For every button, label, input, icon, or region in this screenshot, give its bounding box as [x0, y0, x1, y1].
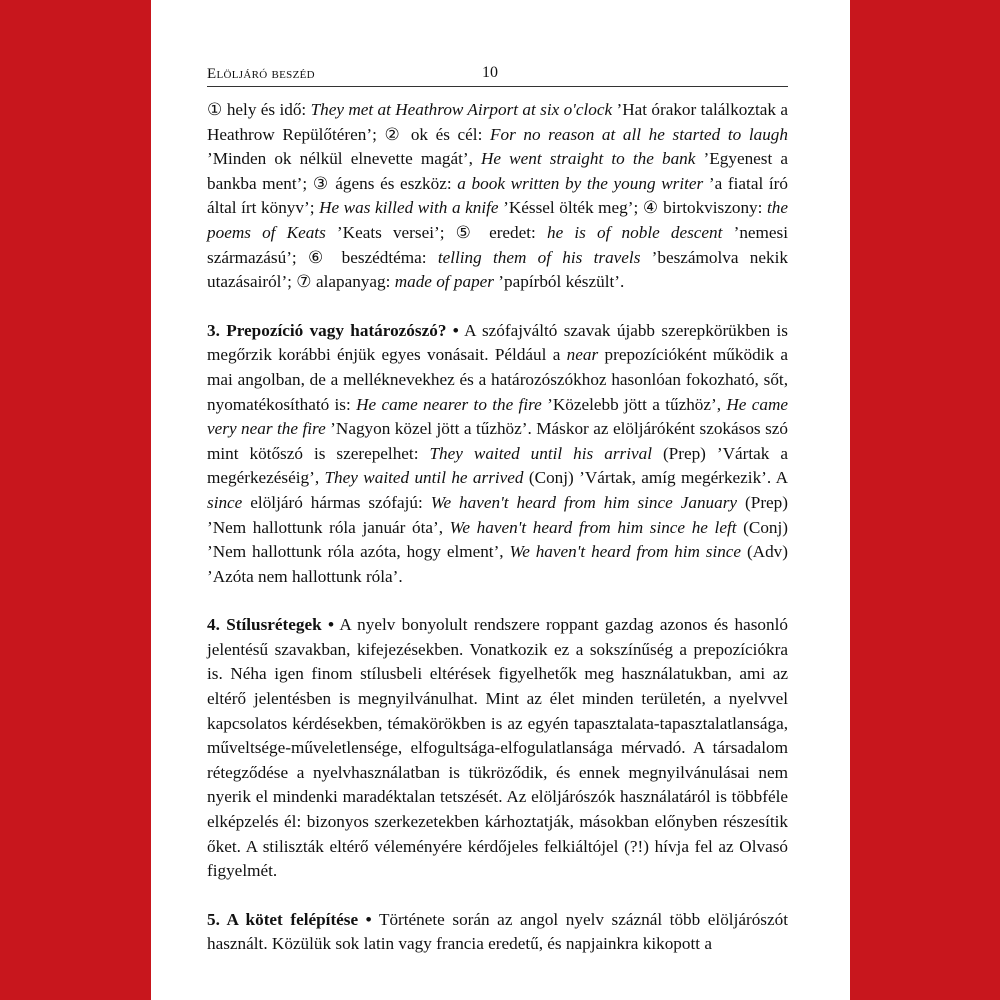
- example-sentence: the poems of Keats: [207, 198, 788, 242]
- text-run: A nyelv bonyolult rendszere roppant gazdag azonos és hasonló jelentésű szavakban, kifejezésekben. Vonatkozik ez a sokszínűség a prepozíciókra is. Néha igen finom stílusbeli eltérések figyelhetők meg használatukban, ami az eltérő jelentésben is megnyilvánulhat. Mint az élet minden területén, a nyelvvel kapcsolatos kérdésekben, témakörökben is az egyén tapasztalata-tapasztalatlansága, műveltsége-műveletlensége, elfogultsága-elfogulatlansága mérvadó. A társadalom rétegződése a nyelvhasználatban is tükröződik, és ennek megnyilvánulásai nem nyerik el mindenki maradéktalan tetszését. Az elöljárószók használatáról is többféle elképzelés él: bizonyos szerkezetekben kárhoztatják, másokban előnyben részesítik őket. A stiliszták eltérő véleményére kérdőjeles felkiáltójel (?!) hívja fel az Olvasó figyelmét.: [207, 615, 788, 881]
- text-run: ’nemesi származású’; ⑥ beszédtéma:: [207, 222, 789, 267]
- paragraph-style-registers: [207, 613, 788, 884]
- text-run: ’beszámolva nekik utazásairól’; ⑦ alapanyag:: [207, 247, 788, 292]
- paragraph-volume-structure: [207, 908, 788, 957]
- book-page: [151, 0, 850, 1000]
- section-heading: 3. Prepozíció vagy határozószó? •: [207, 320, 459, 340]
- paragraph-preposition-or-adverb: [207, 319, 788, 590]
- text-run: ’Hat órakor találkoztak a Heathrow Repülőtéren’; ② ok és cél:: [207, 100, 788, 144]
- text-run: A szófajváltó szavak újabb szerepkörükben is megőrzik korábbi énjük egyes vonásait. Például a: [207, 320, 788, 365]
- text-run: elöljáró hármas szófajú:: [242, 492, 431, 512]
- page-number: 10: [482, 64, 498, 81]
- example-sentence: He went straight to the bank: [481, 149, 696, 169]
- text-run: ’papírból készült’.: [493, 272, 625, 292]
- example-sentence: We haven't heard from him since: [509, 542, 742, 562]
- example-word: near: [566, 345, 599, 365]
- text-run: ’Nagyon közel jött a tűzhöz’. Máskor az elöljáróként szokásos szó mint kötőszó is szerepelhet:: [207, 419, 788, 463]
- text-run: (Conj) ’Vártak, amíg megérkezik’. A: [523, 468, 789, 488]
- example-sentence: he is of noble descent: [547, 222, 723, 242]
- example-sentence: They waited until his arrival: [429, 443, 652, 463]
- text-run: ’Keats versei’; ⑤ eredet:: [325, 222, 547, 242]
- example-sentence: telling them of his travels: [437, 247, 641, 267]
- example-sentence: We haven't heard from him since he left: [449, 517, 737, 537]
- text-run: (Prep) ’Nem hallottunk róla január óta’,: [207, 492, 788, 537]
- example-sentence: He came very near the fire: [207, 394, 789, 439]
- section-title: Elöljáró beszéd: [207, 66, 315, 82]
- example-sentence: They waited until he arrived: [324, 468, 524, 488]
- text-run: ’Egyenest a bankba ment’; ③ ágens és eszköz:: [207, 149, 789, 193]
- text-run: ’Közelebb jött a tűzhöz’,: [541, 394, 727, 414]
- text-run: ’Késsel ölték meg’; ④ birtokviszony:: [498, 198, 767, 218]
- text-run: ’Minden ok nélkül elnevette magát’,: [207, 149, 482, 169]
- text-run: Története során az angol nyelv száznál több elöljárószót használt. Közülük sok latin vagy francia eredetű, és napjainkra kikopott a: [207, 909, 788, 954]
- example-word: since: [207, 492, 243, 512]
- example-sentence: For no reason at all he started to laugh: [489, 124, 788, 144]
- example-sentence: We haven't heard from him since January: [430, 492, 738, 512]
- paragraph-prepositional-meanings: [207, 98, 788, 295]
- example-sentence: He came nearer to the fire: [356, 394, 542, 414]
- text-run: (Prep) ’Vártak a megérkezéséig’,: [207, 443, 788, 488]
- running-header: [207, 64, 788, 87]
- example-sentence: made of paper: [394, 272, 494, 292]
- text-run: ’a fiatal író által írt könyv’;: [207, 173, 788, 218]
- text-run: prepozícióként működik a mai angolban, de a melléknevekhez és a határozószókhoz hasonlóan fokozható, sőt, nyomatékosítható is:: [207, 345, 788, 414]
- section-heading: 4. Stílusrétegek •: [207, 615, 335, 635]
- body-text: [207, 98, 788, 957]
- example-sentence: They met at Heathrow Airport at six o'clock: [310, 100, 613, 119]
- example-sentence: a book written by the young writer: [457, 173, 704, 193]
- section-heading: 5. A kötet felépítése •: [207, 909, 372, 929]
- example-sentence: He was killed with a knife: [319, 198, 499, 218]
- text-run: (Conj) ’Nem hallottunk róla azóta, hogy elment’,: [207, 517, 789, 562]
- text-run: (Adv) ’Azóta nem hallottunk róla’.: [207, 542, 788, 586]
- text-run: ① hely és idő:: [207, 100, 311, 119]
